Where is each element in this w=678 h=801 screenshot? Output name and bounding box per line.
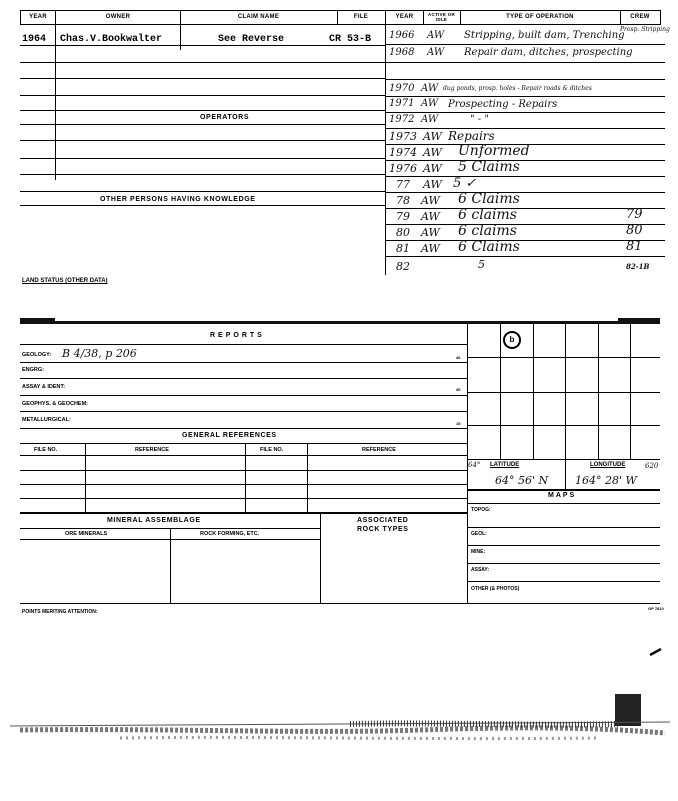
grid-marker: [503, 331, 521, 349]
activity-operation: 5 Claims: [458, 159, 520, 175]
header-year: YEAR: [29, 14, 47, 20]
activity-year: 78: [396, 194, 410, 207]
activity-status: AW: [423, 178, 442, 191]
prosp-note: Prosp. Stripping: [620, 26, 670, 33]
activity-crew: 81: [626, 239, 643, 254]
reference-label: REFERENCE: [135, 447, 169, 453]
activity-operation: " - ": [470, 114, 489, 125]
operators-title: OPERATORS: [200, 114, 250, 121]
activity-year: 1973: [389, 130, 417, 143]
activity-operation: Repairs: [448, 129, 495, 143]
activity-status: AW: [421, 210, 440, 223]
activity-operation: 6 Claims: [458, 191, 520, 207]
header-file: FILE: [353, 14, 369, 20]
activity-year: 77: [396, 178, 410, 191]
activity-operation: Stripping, built dam, Trenching: [464, 30, 625, 41]
file-no-label-2: FILE NO.: [260, 447, 284, 453]
activity-year: 79: [396, 210, 410, 223]
latitude-label: LATITUDE: [490, 462, 520, 468]
activity-status: AW: [427, 30, 445, 41]
geol-label: GEOL:: [471, 531, 487, 537]
mine-label: MINE:: [471, 549, 486, 555]
activity-status: AW: [421, 194, 440, 207]
grid-marker-label: b: [509, 335, 515, 344]
activity-status: AW: [421, 226, 440, 239]
owner-name: Chas.V.Bookwalter: [60, 34, 163, 45]
assay-ident-label: ASSAY & IDENT:: [22, 384, 66, 390]
activity-operation: dug ponds, prosp. holes - Repair roads & ditches: [443, 85, 592, 92]
report-number-15: 15: [456, 421, 461, 426]
header-crew: CREW: [630, 14, 650, 20]
header-claim-name: CLAIM NAME: [237, 14, 280, 20]
general-references-title: GENERAL REFERENCES: [182, 432, 277, 439]
claim-name: See Reverse: [218, 34, 285, 45]
activity-year: 80: [396, 226, 410, 239]
activity-year: 1972: [389, 114, 415, 125]
activity-year: 1968: [389, 47, 415, 58]
file-no-label: FILE NO.: [34, 447, 58, 453]
rock-types-label: ROCK TYPES: [357, 526, 409, 533]
activity-status: AW: [423, 130, 442, 143]
activity-crew: 80: [626, 223, 643, 238]
land-status-label: LAND STATUS (OTHER DATA): [22, 278, 108, 284]
activity-status: AW: [421, 83, 439, 94]
rock-forming-label: ROCK FORMING, ETC.: [200, 531, 260, 537]
lon-suffix: 620: [645, 462, 659, 470]
maps-title: MAPS: [548, 492, 577, 499]
activity-operation: 6 claims: [458, 207, 517, 223]
geology-value: B 4/38, p 206: [62, 347, 137, 360]
associated-label: ASSOCIATED: [357, 517, 409, 524]
owner-year: 1964: [22, 34, 47, 45]
ore-minerals-label: ORE MINERALS: [65, 531, 108, 537]
header-owner: OWNER: [105, 14, 131, 20]
reference-label-2: REFERENCE: [362, 447, 396, 453]
activity-year: 1974: [389, 146, 417, 159]
lat-prefix: 64°: [468, 461, 481, 469]
header-active-or-idle: ACTIVE OR IDLE: [427, 12, 456, 22]
points-meriting-attention-label: POINTS MERITING ATTENTION:: [22, 609, 98, 615]
longitude-value: 164° 28' W: [575, 474, 637, 487]
activity-year: 1976: [389, 162, 417, 175]
activity-operation: Prospecting - Repairs: [448, 99, 558, 110]
latitude-value: 64° 56' N: [495, 474, 549, 487]
activity-year: 1971: [389, 98, 415, 109]
activity-crew: 82-1B: [626, 262, 650, 271]
geology-label: GEOLOGY:: [22, 352, 52, 358]
activity-operation: Repair dam, ditches, prospecting: [464, 47, 633, 58]
topog-label: TOPOG:: [471, 507, 491, 513]
activity-year: 1966: [389, 30, 415, 41]
activity-year: 81: [396, 242, 410, 255]
activity-operation: 5: [478, 258, 485, 271]
activity-year: 82: [396, 260, 410, 273]
scan-streak: [0, 700, 678, 760]
longitude-label: LONGITUDE: [590, 462, 626, 468]
engrg-label: ENGRG:: [22, 367, 44, 373]
metallurgical-label: METALLURGICAL:: [22, 417, 71, 423]
activity-status: AW: [421, 98, 439, 109]
header-type-of-operation: TYPE OF OPERATION: [506, 14, 574, 20]
activity-operation: 6 Claims: [458, 239, 520, 255]
header-year-2: YEAR: [395, 14, 414, 20]
activity-crew: 79: [626, 207, 643, 222]
activity-operation: 5 ✓: [453, 176, 477, 191]
activity-status: AW: [427, 47, 445, 58]
reports-title: REPORTS: [210, 332, 265, 339]
activity-status: AW: [421, 114, 439, 125]
mineral-assemblage-title: MINERAL ASSEMBLAGE: [107, 517, 201, 524]
activity-status: AW: [421, 242, 440, 255]
activity-year: 1970: [389, 83, 415, 94]
form-number: GP 7810: [648, 606, 664, 611]
other-persons-title: OTHER PERSONS HAVING KNOWLEDGE: [100, 196, 256, 203]
file-number: CR 53-B: [329, 34, 372, 45]
other-photos-label: OTHER (& PHOTOS): [471, 586, 520, 592]
scan-mark: [648, 645, 664, 659]
activity-status: AW: [423, 146, 442, 159]
assay-label: ASSAY:: [471, 567, 490, 573]
activity-operation: 6 claims: [458, 223, 517, 239]
report-number-30: 30: [456, 387, 461, 392]
activity-operation: Unformed: [458, 143, 530, 159]
activity-status: AW: [423, 162, 442, 175]
geophys-label: GEOPHYS. & GEOCHEM:: [22, 401, 89, 407]
report-number-46: 46: [456, 355, 461, 360]
